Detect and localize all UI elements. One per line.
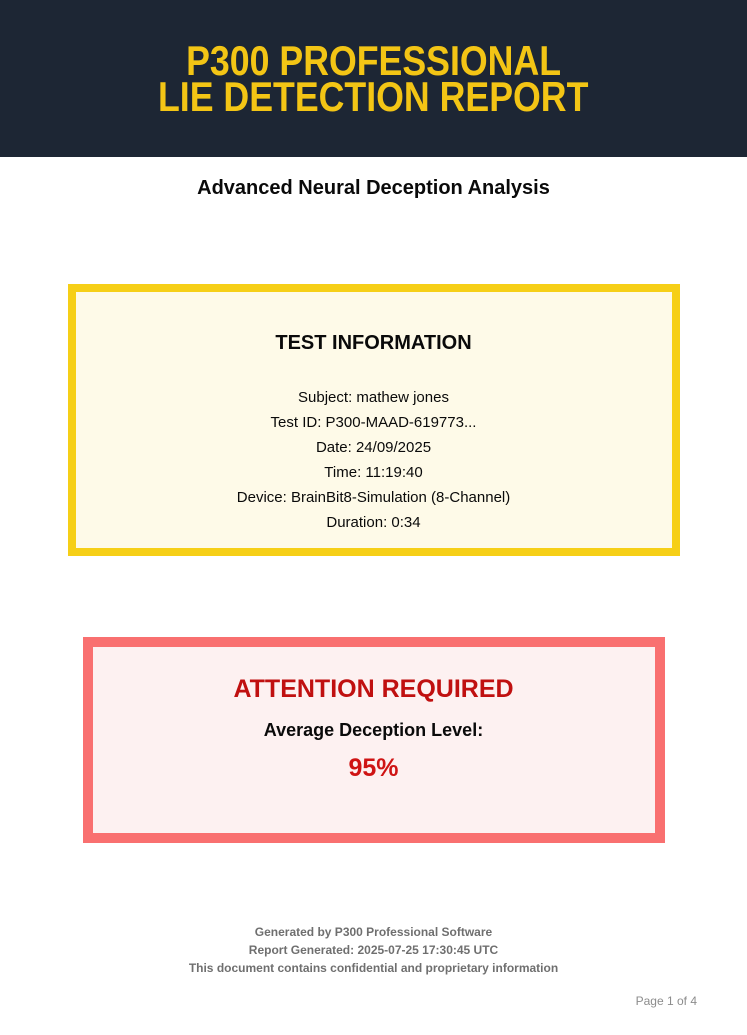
row-label: Date: <box>315 439 352 456</box>
test-information-heading: TEST INFORMATION <box>275 332 472 354</box>
average-deception-level-value: 95% <box>348 754 399 782</box>
report-title-line-2: LIE DETECTION REPORT <box>158 72 589 120</box>
attention-required-heading: ATTENTION REQUIRED <box>233 675 514 703</box>
row-label: Device: <box>236 489 287 506</box>
row-value: P300-MAAD-619773... <box>325 414 477 431</box>
report-title-line-1: P300 PROFESSIONAL <box>186 36 561 84</box>
average-deception-level-label: Average Deception Level: <box>263 720 484 740</box>
row-label: Subject: <box>298 389 353 406</box>
page-number: Page 1 of 4 <box>635 994 697 1008</box>
row-value: 24/09/2025 <box>355 439 432 456</box>
row-label: Test ID: <box>270 414 322 431</box>
test-information-panel <box>68 284 680 556</box>
row-value: 0:34 <box>391 514 421 531</box>
row-value: mathew jones <box>356 389 449 406</box>
test-info-row-subject <box>76 385 672 410</box>
test-info-row-device <box>76 485 672 510</box>
row-label: Time: <box>324 464 362 481</box>
footer-report-generated-timestamp: Report Generated: 2025-07-25 17:30:45 UTC <box>248 943 499 957</box>
test-info-row-test-id <box>76 410 672 435</box>
test-info-row-date <box>76 435 672 460</box>
report-header-banner <box>0 0 747 157</box>
attention-required-panel <box>83 637 665 843</box>
report-subtitle: Advanced Neural Deception Analysis <box>197 177 550 199</box>
row-label: Duration: <box>326 514 388 531</box>
test-info-row-duration <box>76 510 672 535</box>
report-footer <box>0 923 747 977</box>
test-info-row-time <box>76 460 672 485</box>
row-value: 11:19:40 <box>365 464 423 481</box>
row-value: BrainBit8-Simulation (8-Channel) <box>290 489 511 506</box>
footer-confidential-notice: This document contains confidential and proprietary information <box>188 961 559 975</box>
footer-generated-by: Generated by P300 Professional Software <box>254 925 493 939</box>
test-information-rows <box>76 385 672 548</box>
